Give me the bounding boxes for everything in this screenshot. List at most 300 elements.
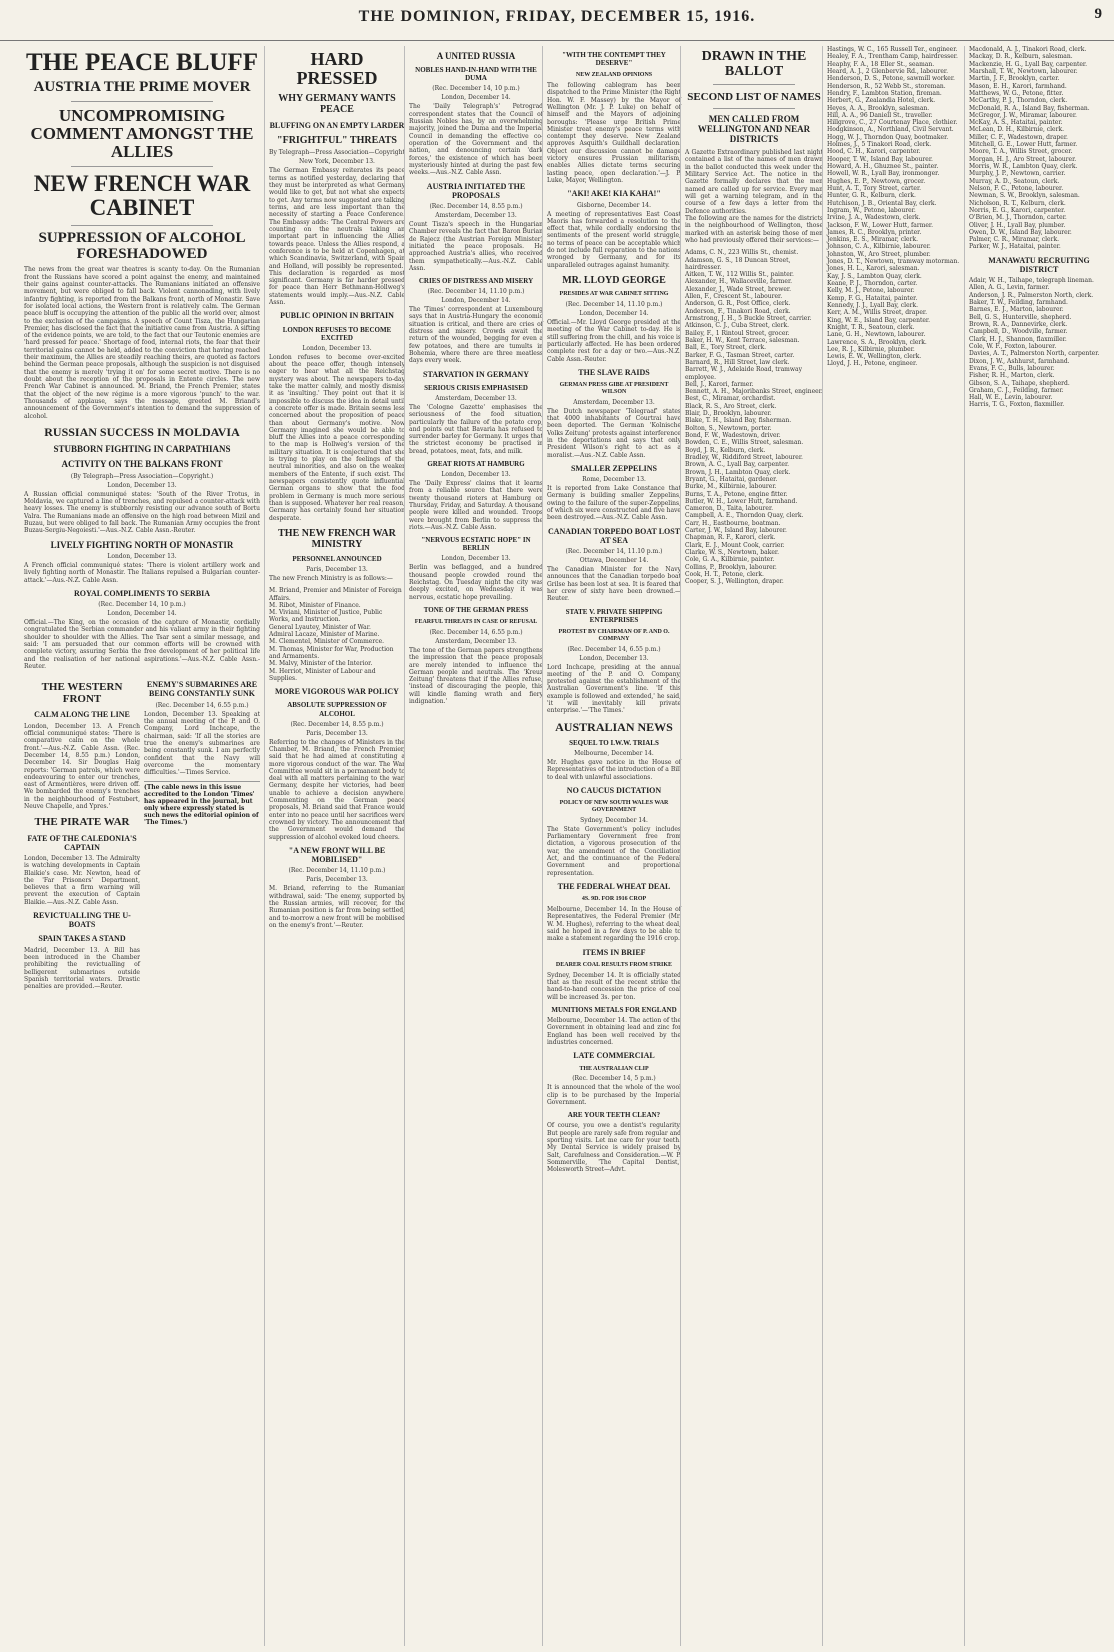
dateline: New York, December 13. — [299, 158, 375, 166]
ballot-name-entry: Lewis, E. W., Wellington, clerk. — [827, 353, 922, 361]
ballot-name-entry: Kemp, F. G., Hataitai, painter. — [827, 294, 918, 302]
ballot-name-entry: Burns, T. A., Petone, engine fitter. — [685, 490, 788, 498]
subhead-uncompromising: UNCOMPROMISING COMMENT AMONGST THE ALLIES — [30, 106, 254, 161]
headline-submarines-sunk: ENEMY'S SUBMARINES ARE BEING CONSTANTLY SUNK — [146, 680, 258, 699]
ballot-name-entry: Bolton, S., Newtown, porter. — [685, 424, 772, 432]
headline-teeth-advert: ARE YOUR TEETH CLEAN? — [567, 1111, 661, 1120]
article-body: Melbourne, December 14. The action of the Government in obtaining lead and zinc for England has been well received by the industries concerned. — [547, 1017, 683, 1046]
dateline: London, December 13. — [107, 552, 177, 560]
page-columns — [24, 46, 1104, 1646]
ballot-name-entry: Allen, A. G., Levin, farmer. — [969, 284, 1050, 292]
ballot-name-entry: Miller, C. F., Wadestown, draper. — [969, 133, 1068, 141]
headline-caucus: NO CAUCUS DICTATION — [566, 785, 662, 795]
article-body: The Canadian Minister for the Navy announces that the Canadian torpedo boat Grilse has been lost at sea. It is feared that her crew of sixty have been drowned.—Reuter. — [547, 566, 683, 603]
subhead-alcohol: ABSOLUTE SUPPRESSION OF ALCOHOL — [287, 701, 387, 718]
ballot-name-entry: Clarke, W. S., Newtown, baker. — [685, 549, 780, 557]
subhead-protest: PROTEST BY CHAIRMAN OF P. AND O. COMPANY — [558, 628, 670, 642]
article-body: Mr. Hughes gave notice in the House of Representatives of the introduction of a Bill to deal with unlawful associations. — [547, 758, 683, 781]
dateline: Gisborne, December 14. — [576, 201, 651, 209]
ballot-name-entry: Atkinson, C. J., Cuba Street, clerk. — [685, 322, 790, 330]
received-line: (Rec. December 14, 11.10 p.m.) — [565, 300, 663, 308]
article-body: A Russian official communiqué states: 'South of the River Trotus, in Moldavia, we captured a line of trenches, and repulsed a counter-attack with heavy losses. The enemy is stubbornly resisting our advance south of Bortu Valra. The Rumanians made an offensive on the high road between Mizil and Buzau, but were obliged to fall back. The Rumanian Army occupies the front Buzau-Sergiu-Negoiesti.'—Aus.-N.Z. Cable Assn.-Reuter. — [24, 490, 262, 535]
headline-hard-pressed: HARD PRESSED — [296, 49, 378, 88]
headline-war-policy: MORE VIGOROUS WAR POLICY — [275, 687, 399, 697]
article-body: The tone of the German papers strengthens the impression that the peace proposals are merely intended to influence the German people and neutrals. The 'Kreuz Zeitung' threatens that if the Allies refuse, 'instead of discouraging the people, this will kindle flaming wrath and fiery indignation.' — [409, 646, 545, 706]
headline-lloyd-george: MR. LLOYD GEORGE — [562, 275, 666, 287]
article-body: Madrid, December 13. A Bill has been introduced in the Chamber prohibiting the revictualling of belligerent submarines outside Spanish territorial waters. Drastic penalties are provided.—Reuter. — [24, 946, 142, 991]
received-line: (Rec. December 14, 10 p.m.) — [432, 85, 520, 93]
ballot-name-entry: Best, C., Miramar, orchardist. — [685, 395, 776, 403]
ballot-name-entry: Carr, H., Eastbourne, boatman. — [685, 519, 781, 527]
ballot-name-entry: Hillgrove, C., 27 Courtenay Place, clothier. — [827, 119, 958, 127]
ballot-name-entry: Butler, W. H., Lower Hutt, farmhand. — [685, 497, 798, 505]
ballot-name-entry: Adams, C. N., 223 Willis St., chemist. — [685, 249, 799, 257]
article-body: The State Government's policy includes Parliamentary Government free from dictation, a vigorous prosecution of the war, the amendment of the Conciliation Act, and the continuance of the Federal Government and proportional representation. — [547, 825, 683, 877]
subhead-empty-larder: BLUFFING ON AN EMPTY LARDER — [269, 120, 405, 130]
ballot-name-entry: Cameron, D., Taita, labourer. — [685, 505, 774, 513]
ballot-name-entry: Graham, C. J., Feilding, farmer. — [969, 386, 1064, 394]
article-body: M. Briand, referring to the Rumanian withdrawal, said: 'The enemy, supported by the Russian armies, will recover, for the Rumanian position is far from being settled, and to-morrow a new front will be mobilised on the enemy's front.'—Reuter. — [269, 885, 407, 929]
ballot-names-list — [827, 46, 965, 368]
headline-united-russia: A UNITED RUSSIA — [436, 51, 516, 61]
headline-munitions: MUNITIONS METALS FOR ENGLAND — [551, 1006, 677, 1015]
ballot-name-entry: Clark, E. J., Mount Cook, carrier. — [685, 541, 785, 549]
credit-line: By Telegraph—Press Association—Copyright — [269, 149, 405, 157]
subhead-iww: SEQUEL TO I.W.W. TRIALS — [569, 738, 659, 747]
article-intro: A Gazette Extraordinary published last night contained a list of the names of men drawn in the ballot conducted this week under the Military Service Act. The notice in the Gazette formally declares that the men named are called up for service. Every man will get a warning telegram, and in the course of a few days a letter from the Defence authorities. The following are the names for the districts in the neighbourhood of Wellington, those marked with an asterisk being those of men who had previously offered their services:— — [685, 149, 823, 244]
ballot-name-entry: McKay, A. S., Hataitai, painter. — [969, 119, 1063, 127]
sub-columns — [24, 675, 260, 995]
ballot-name-entry: Norris, E. G., Karori, carpenter. — [969, 206, 1066, 214]
ballot-name-entry: Nicholson, R. T., Kelburn, clerk. — [969, 199, 1066, 207]
divider — [713, 84, 796, 85]
received-line: (Rec. December 14, 10 p.m.) — [98, 601, 186, 609]
ballot-name-entry: Martin, J. F., Brooklyn, carter. — [969, 75, 1060, 83]
column-peace-bluff — [24, 46, 260, 1646]
dateline: Paris, December 13. — [306, 565, 368, 573]
ballot-name-entry: McDonald, R. A., Island Bay, fisherman. — [969, 104, 1090, 112]
ballot-name-entry: Ball, E., Tory Street, clerk. — [685, 344, 767, 352]
ballot-name-entry: Nelson, F. C., Petone, labourer. — [969, 184, 1064, 192]
ballot-name-entry: McCarthy, P. J., Thorndon, clerk. — [969, 97, 1068, 105]
ballot-name-entry: Anderson, F., Tinakori Road, clerk. — [685, 307, 791, 315]
ballot-name-entry: Palmer, C. R., Miramar, clerk. — [969, 236, 1059, 244]
ballot-name-entry: Hunter, G. R., Kelburn, clerk. — [827, 192, 916, 200]
headline-hamburg-riots: GREAT RIOTS AT HAMBURG — [427, 460, 525, 469]
ballot-name-entry: Hughes, E. P., Newtown, grocer. — [827, 177, 926, 185]
subhead-wilson: GERMAN PRESS GIBE AT PRESIDENT WILSON — [559, 382, 669, 395]
minister-entry: Admiral Lacaze, Minister of Marine. — [269, 631, 380, 639]
ballot-name-entry: Bell, G. S., Hunterville, shepherd. — [969, 313, 1072, 321]
ballot-name-entry: Holmes, J., 5 Tinakori Road, clerk. — [827, 141, 932, 149]
ballot-name-entry: Carter, J. W., Island Bay, labourer. — [685, 527, 787, 535]
ballot-name-entry: Adair, W. H., Taihape, telegraph lineman. — [969, 277, 1094, 285]
headline-torpedo-boat: CANADIAN TORPEDO BOAT LOST AT SEA — [547, 526, 681, 545]
dateline: London, December 14. — [441, 94, 511, 102]
article-body: The 'Daily Telegraph's' Petrograd correspondent states that the Council of Russian Nobles has, by an overwhelming majority, joined the Duma and the Imperial Council in demanding the effective co-operation of the Government and the nation, and denouncing certain 'dark forces,' the existence of which has been mysteriously hinted at during the past few weeks.—Aus.-N.Z. Cable Assn. — [409, 103, 545, 177]
ballot-name-entry: Hutchison, J. B., Oriental Bay, clerk. — [827, 199, 937, 207]
ballot-name-entry: Boyd, J. R., Kelburn, clerk. — [685, 446, 766, 454]
headline-german-press: TONE OF THE GERMAN PRESS — [423, 605, 529, 614]
ballot-name-entry: James, R. C., Brooklyn, printer. — [827, 228, 922, 236]
column-ballot-names-manawatu — [964, 46, 1109, 1646]
ballot-name-entry: Barker, F. G., Tasman Street, carter. — [685, 351, 795, 359]
sub-column-left — [24, 675, 140, 995]
dateline: London, December 13. — [441, 555, 511, 563]
ballot-name-entry: Cole, W. F., Foxton, labourer. — [969, 342, 1057, 350]
column-ballot-names — [822, 46, 965, 1646]
article-body: Official.—Mr. Lloyd George presided at the meeting of the War Cabinet to-day. He is still suffering from the chill, and his voice is particularly affected. He has been ordered complete rest for a day or two.—Aus.-N.Z. Cable Assn.-Reuter. — [547, 318, 683, 363]
headline-drawn-ballot: DRAWN IN THE BALLOT — [701, 49, 807, 79]
headline-cries-distress: CRIES OF DISTRESS AND MISERY — [418, 277, 534, 286]
ballot-name-entry: Bowden, C. E., Willis Street, salesman. — [685, 439, 804, 447]
ballot-name-entry: Blake, T. H., Island Bay, fisherman. — [685, 417, 792, 425]
ballot-name-entry: Morris, W. R., Lambton Quay, clerk. — [969, 163, 1078, 170]
ballot-name-entry: Ingram, W., Petone, labourer. — [827, 206, 916, 214]
subhead-austria: AUSTRIA THE PRIME MOVER — [33, 79, 251, 96]
headline-australian-news: AUSTRALIAN NEWS — [555, 719, 673, 734]
ballot-name-entry: Bond, F. W., Wadestown, driver. — [685, 432, 781, 440]
ballot-name-entry: Bryant, G., Hataitai, gardener. — [685, 475, 778, 483]
ballot-name-entry: McLean, D. H., Kilbirnie, clerk. — [969, 126, 1064, 134]
ballot-name-entry: Hall, W. E., Levin, labourer. — [969, 394, 1053, 402]
headline-public-opinion: PUBLIC OPINION IN BRITAIN — [280, 311, 394, 321]
subhead-caledonia: FATE OF THE CALEDONIA'S CAPTAIN — [27, 833, 137, 852]
ballot-name-entry: Henderson, R., 52 Webb St., storeman. — [827, 82, 946, 90]
headline-austria-initiated: AUSTRIA INITIATED THE PROPOSALS — [426, 181, 526, 200]
ballot-name-entry: Macdonald, A. J., Tinakori Road, clerk. — [969, 46, 1087, 53]
ballot-name-entry: Chapman, R. F., Karori, clerk. — [685, 534, 776, 542]
dateline: London, December 13. — [579, 654, 649, 662]
subhead-threats: FEARFUL THREATS IN CASE OF REFUSAL — [414, 619, 538, 626]
credit-line: (By Telegraph—Press Association—Copyright.) — [70, 472, 214, 480]
page-number: 9 — [1094, 6, 1102, 22]
divider — [71, 101, 213, 102]
ballot-name-entry: Campbell, D., Woodville, farmer. — [969, 328, 1068, 336]
article-body: Sydney, December 14. It is officially stated that as the result of the recent strike the hand-to-hand concession the price of coal will be increased 3s. per ton. — [547, 971, 683, 1001]
headline-manawatu: MANAWATU RECRUITING DISTRICT — [988, 255, 1090, 274]
ballot-name-entry: Barrett, W. J., Adelaide Road, tramway employee. — [685, 366, 802, 381]
dateline: London, December 13. — [302, 344, 372, 352]
subhead-carpathians: STUBBORN FIGHTING IN CARPATHIANS — [53, 444, 231, 455]
article-intro: The news from the great war theatres is scanty to-day. On the Rumanian front the Russians have scored a point against the enemy, and maintained their gains against counter-attacks. The Rumanians initiated an offensive movement, but were obliged to fall back. Violent cannonading, with lively infantry fighting, is reported from the Balkans front, north of Monastir. Save for isolated local actions, the Western front is relatively calm. The German peace bluff is occupying the attention of the public all the world over, almost to the exclusion of the campaigns. A speech of Count Tisza, the Hungarian Premier, has disclosed the fact that the initiative came from Austria. A sifting of the evidence points, we are told, to the fact that our Teutonic enemies are 'hard pressed for peace.' Shortage of food, internal riots, the fear that their territorial gains cannot be held, added to the conviction that having reached their maximum, the Allies are steadily reaching theirs, are quoted as factors behind the German peace proposals, although the suspicion is not disguised that the enemy is merely 'trying it on' for some secret motive. There is no doubt about the reception of the proposals in Entente circles. The new French War Cabinet is announced. M. Briand, the French Premier, states that the object of the new régime is a more vigorous 'punch' to the war. Thousands of applause, says the message, greeted M. Briand's announcement of the Government's intention to demand the suppression of alcohol. — [24, 266, 262, 420]
ballot-name-entry: Barnard, R., Hill Street, law clerk. — [685, 358, 790, 366]
minister-list — [269, 587, 405, 682]
subhead-clip: THE AUSTRALIAN CLIP — [579, 1065, 649, 1072]
received-line: (Rec. December 14, 5 p.m.) — [572, 1075, 656, 1083]
subhead-second-list: SECOND LIST OF NAMES — [687, 91, 821, 104]
subhead-presides: PRESIDES AT WAR CABINET SITTING — [559, 291, 669, 298]
article-body: Count Tisza's speech in the Hungarian Chamber reveals the fact that Baron Burian de Rajecz (the Austrian Foreign Minister) initiated the peace proposals. He approached Austria's allies, who received them sympathetically.—Aus.-N.Z. Cable Assn. — [409, 220, 545, 272]
ballot-name-entry: Herbert, G., Zealandia Hotel, clerk. — [827, 97, 936, 105]
ballot-name-entry: Armstrong, J. H., 5 Buckle Street, carrier. — [685, 315, 812, 323]
ballot-name-entry: Kennedy, J. J., Lyall Bay, clerk. — [827, 301, 919, 309]
ballot-name-entry: Bradley, W., Riddiford Street, labourer. — [685, 453, 803, 461]
ballot-name-entry: Bailey, F., 1 Rintoul Street, grocer. — [685, 329, 790, 337]
ballot-name-entry: Barnes, E. J., Marton, labourer. — [969, 306, 1064, 314]
ballot-name-entry: Knight, T. R., Seatoun, clerk. — [827, 323, 915, 331]
dateline: London, December 14. — [107, 610, 177, 618]
minister-entry: M. Viviani, Minister of Justice, Public Works, and Instruction. — [269, 609, 383, 624]
ballot-name-entry: Murray, A. D., Seatoun, clerk. — [969, 177, 1060, 185]
ballot-name-entry: Lloyd, J. H., Petone, engineer. — [827, 360, 918, 368]
masthead — [0, 0, 1114, 41]
article-body: London, December 13. Speaking at the annual meeting of the P. and O. Company, Lord Inchcape, the chairman, said: 'If all the stories are true the enemy's submarines are being constantly sunk. I am perfectly confident that the Navy will overcome the momentary difficulties.'—Times Service. — [144, 710, 262, 777]
ballot-name-entry: Lane, G. H., Newtown, labourer. — [827, 331, 926, 339]
received-line: (Rec. December 14, 8.55 p.m.) — [429, 202, 523, 210]
ballot-name-entry: Adamson, G. S., 18 Duncan Street, hairdresser. — [685, 256, 791, 271]
ballot-name-entry: Jenkins, E. S., Miramar, clerk. — [827, 236, 918, 244]
subhead-wheat-price: 4S. 9D. FOR 1916 CROP — [581, 896, 647, 903]
ballot-name-entry: Moore, T. A., Willis Street, grocer. — [969, 148, 1073, 156]
ballot-name-entry: O'Brien, M. J., Thorndon, carter. — [969, 214, 1067, 222]
article-body: The following cablegram has been dispatched to the Prime Minister (the Right Hon. W. F. Massey) by the Mayor of Wellington (Mr. J. P. Luke) on behalf of himself and the Mayors of adjoining boroughs: 'Please urge British Prime Minister treat enemy's peace terms with contempt they deserve. New Zealand approves Asquith's Guildhall declaration. Object our discussion cannot be damage victory ensures Prussian militarism, enables Allies dictate terms securing lasting peace, open declaration.'—J. P. Luke, Mayor, Wellington. — [547, 81, 683, 185]
ballot-name-entry: Owen, D. W., Island Bay, labourer. — [969, 228, 1072, 236]
dateline: London, December 14. — [579, 309, 649, 317]
ballot-name-entry: McGregor, J. W., Miramar, labourer. — [969, 111, 1077, 119]
headline-state-shipping: STATE V. PRIVATE SHIPPING ENTERPRISES — [565, 607, 663, 624]
ballot-name-entry: Anderson, J. R., Palmerston North, clerk. — [969, 291, 1094, 299]
dateline: Paris, December 13. — [306, 729, 368, 737]
ballot-name-entry: Mackay, D. R., Kelburn, salesman. — [969, 53, 1073, 61]
ballot-name-entry: Fisher, R. H., Marton, clerk. — [969, 372, 1055, 380]
dateline: Melbourne, December 14. — [574, 749, 654, 757]
ballot-name-entry: Cook, H. T., Petone, clerk. — [685, 570, 764, 578]
dateline: Paris, December 13. — [306, 876, 368, 884]
minister-entry: M. Malvy, Minister of the Interior. — [269, 660, 373, 668]
editorial-note: (The cable news in this issue accredited to the London 'Times' has appeared in the journal, but only where expressly stated is such news the editorial opinion of 'The Times.') — [144, 781, 260, 826]
subhead-men-called: MEN CALLED FROM WELLINGTON AND NEAR DISTRICTS — [697, 114, 811, 145]
ballot-name-entry: Baker, T. W., Feilding, farmhand. — [969, 299, 1068, 307]
sub-column-right — [144, 675, 260, 995]
subhead-coal: DEARER COAL RESULTS FROM STRIKE — [555, 961, 673, 968]
ballot-name-entry: Cooper, S. J., Wellington, draper. — [685, 578, 784, 586]
received-line: (Rec. December 14, 6.55 p.m.) — [567, 645, 661, 653]
subhead-spain: SPAIN TAKES A STAND — [38, 934, 126, 944]
article-body: A meeting of representatives East Coast Maoris has forwarded a resolution to the effect that, while cordially endorsing the sentiments of the present world struggle, no terms of peace can be acceptable which do not include full reparation to the nations wronged by Germany, and for its unparalleled outrages against humanity. — [547, 210, 683, 269]
divider — [713, 108, 796, 109]
article-body: Berlin was beflagged, and a hundred thousand people crowded round the Reichstag. On Tuesday night the city was deeply excited, on Wednesday it was nervous, ecstatic hope prevailing. — [409, 564, 545, 601]
received-line: (Rec. December 14, 11.10 p.m.) — [565, 548, 663, 556]
ballot-name-entry: Hood, C. H., Karori, carpenter. — [827, 148, 921, 156]
ballot-name-entry: Parker, W. J., Hataitai, painter. — [969, 243, 1061, 251]
article-body: A French official communiqué states: 'There is violent artillery work and lively fighting north of Monastir. The Italians repulsed a Bulgarian counter-attack.'—Aus.-N.Z. Cable Assn. — [24, 561, 262, 584]
ballot-name-entry: Morgan, H. J., Aro Street, labourer. — [969, 155, 1077, 163]
divider — [71, 225, 213, 226]
ballot-name-entry: Aitken, T. W., 112 Willis St., painter. — [685, 271, 794, 279]
ballot-name-entry: Bennett, A. H., Majoribanks Street, engineer. — [685, 388, 823, 396]
ballot-name-entry: Mackenzie, H. G., Lyall Bay, carpenter. — [969, 60, 1088, 68]
dateline: Amsterdam, December 13. — [435, 637, 517, 645]
dateline: Amsterdam, December 13. — [435, 394, 517, 402]
ballot-name-entry: Kay, J. S., Lambton Quay, clerk. — [827, 272, 922, 280]
received-line: (Rec. December 14, 8.55 p.m.) — [290, 720, 384, 728]
ballot-name-entry: Hunt, A. T., Tory Street, carter. — [827, 184, 922, 192]
received-line: (Rec. December 14, 11.10 p.m.) — [427, 288, 525, 296]
ballot-name-entry: Brown, A. C., Lyall Bay, carpenter. — [685, 461, 790, 469]
dateline: Amsterdam, December 13. — [435, 211, 517, 219]
article-body: The new French Ministry is as follows:— — [269, 574, 393, 582]
headline-russian-success: RUSSIAN SUCCESS IN MOLDAVIA — [44, 424, 240, 439]
dateline: Amsterdam, December 13. — [573, 398, 655, 406]
article-body: Melbourne, December 14. In the House of Representatives, the Federal Premier (Mr. W. M. Hughes), referring to the wheat deal, said he hoped in a few days to be able to make a statement regarding the 1916 crop. — [547, 906, 683, 943]
ballot-names-list — [969, 46, 1109, 251]
dateline: London, December 14. — [441, 297, 511, 305]
ballot-name-entry: Mason, E. H., Karori, farmhand. — [969, 82, 1067, 90]
ballot-name-entry: Hastings, W. C., 165 Russell Ter., engineer. — [827, 46, 958, 53]
ballot-name-entry: Newman, S. W., Brooklyn, salesman. — [969, 192, 1080, 200]
ballot-name-entry: Evans, F. C., Bulls, labourer. — [969, 364, 1055, 372]
dateline: Ottawa, December 14. — [579, 557, 649, 565]
ballot-name-entry: Irvine, J. A., Wadestown, clerk. — [827, 214, 921, 222]
minister-entry: M. Briand, Premier and Minister of Foreign Affairs. — [269, 587, 402, 602]
ballot-name-entry: Collins, P., Brooklyn, labourer. — [685, 563, 777, 571]
article-body: Referring to the changes of Ministers in the Chamber, M. Briand, the French Premier, said that he had aimed at constituting a more vigorous conduct of the war. The War Committee would sit in a permanent body to deal with all matters pertaining to the war. Germany, despite her victories, had been unable to achieve a decision anywhere. Commenting on the German peace proposals, M. Briand said that France would enter into no peace until her sacrifices were crowned by victory. The announcement that the Government would demand the suppression of alcohol evoked loud cheers. — [269, 738, 407, 841]
column-hard-pressed — [264, 46, 405, 1646]
ballot-name-entry: Jones, H. L., Karori, salesman. — [827, 265, 920, 273]
ballot-name-entry: Johnston, W., Aro Street, plumber. — [827, 250, 931, 258]
ballot-name-entry: Bell, J., Karori, farmer. — [685, 380, 754, 388]
headline-western-front: THE WESTERN FRONT — [41, 681, 123, 706]
article-body: London refuses to become over-excited about the peace offer, though intensely eager to hear what all the Reichstag mystery was about. The newspapers to-day take the matter calmly, and mostly dismiss it as 'insulting.' They point out that it is impossible to discuss the idea in detail until a concrete offer is made. Britain seems less concerned about the proposition of peace than about Germany's motive. Now Germany imagined she would be able to bluff the Allies into a peace corresponding to the map is Hollweg's version of the military situation. It is conjectured that she is trying to play on the feelings of the neutral minorities, and also on the weaker members of the Entente, if such exist. The newspapers consistently quote influential German organs to show that the food problem in Germany is much more serious than is supposed. Whatever her real reason, Germany has certainly found her situation desperate. — [269, 353, 407, 522]
article-body: The Dutch newspaper 'Telegraaf' states that 4000 inhabitants of Courtrai have been deported. The German 'Kolnische Volks Zeitung' protests against interference in the deportations and says that only President Wilson's right to act as a moralist.—Aus.-N.Z. Cable Assn. — [547, 407, 683, 459]
article-body: The 'Times' correspondent at Luxembourg says that in Austria-Hungary the economic situation is critical, and there are cries of distress and misery. Crowds await the return of the wounded, begging for even a few potatoes, and there are tumults in Bohemia, where there are three meatless days every week. — [409, 306, 545, 365]
article-body: Lord Inchcape, presiding at the annual meeting of the P. and O. Company, protested against the establishment of the Australian Government's line. 'If this example is followed and extended,' he said, 'it will inevitably kill private enterprise.'—'The Times.' — [547, 663, 683, 715]
subhead-london-refuses: LONDON REFUSES TO BECOME EXCITED — [282, 325, 392, 342]
ballot-name-entry: Jones, D. T., Newtown, tramway motorman. — [827, 258, 960, 266]
dateline: Sydney, December 14. — [580, 816, 648, 824]
ballot-name-entry: Black, R. S., Aro Street, clerk. — [685, 402, 777, 410]
ballot-name-entry: Howard, A. H., Ghuznee St., painter. — [827, 163, 939, 170]
column-united-russia — [404, 46, 543, 1646]
article-body: It is announced that the whole of the wool clip is to be purchased by the Imperial Government. — [547, 1084, 683, 1107]
ballot-name-entry: Hendry, F., Lambton Station, fireman. — [827, 89, 942, 97]
dateline: Rome, December 13. — [582, 476, 646, 484]
ballot-name-entry: Anderson, G. R., Post Office, clerk. — [685, 300, 791, 308]
ballot-name-entry: Dixon, J. W., Ashhurst, farmhand. — [969, 357, 1070, 365]
headline-french-ministry: THE NEW FRENCH WAR MINISTRY — [278, 527, 396, 550]
ballot-name-entry: Brown, J. H., Lambton Quay, clerk. — [685, 468, 791, 476]
headline-slave-raids: THE SLAVE RAIDS — [578, 367, 650, 377]
subhead-nz-opinions: NEW ZEALAND OPINIONS — [575, 72, 653, 79]
ballot-names-list — [685, 249, 823, 585]
ballot-name-entry: King, W. E., Island Bay, carpenter. — [827, 316, 931, 324]
ballot-name-entry: Gibson, S. A., Taihape, shepherd. — [969, 379, 1070, 387]
ballot-name-entry: Allen, F., Crescent St., labourer. — [685, 293, 783, 301]
ballot-name-entry: Keane, P. J., Thorndon, carter. — [827, 280, 918, 287]
ballot-name-entry: Alexander, J., Wade Street, brewer. — [685, 285, 792, 293]
divider — [71, 166, 213, 167]
subhead-calm: CALM ALONG THE LINE — [34, 710, 130, 720]
ballot-name-entry: Baker, H. W., Kent Terrace, salesman. — [685, 336, 800, 344]
advert-body: Of course, you owe a dentist's regularity. But people are rarely safe from regular and sporting visits. Let me care for your teeth. My Dental Service is widely praised by Salt, Carefulness and Consideration.—W. P. Sommerville, 'The Capital Dentist,' Molesworth Street—Advt. — [547, 1122, 683, 1174]
ballot-name-entry: Healey, F. A., Trentham Camp, hairdresser. — [827, 53, 958, 61]
column-nz-opinions — [542, 46, 681, 1646]
minister-entry: M. Clementel, Minister of Commerce. — [269, 638, 385, 646]
column-ballot — [680, 46, 823, 1646]
ballot-name-entry: Marshall, T. W., Newtown, labourer. — [969, 67, 1078, 75]
minister-entry: M. Ribot, Minister of Finance. — [269, 601, 361, 609]
ballot-name-entry: Campbell, A. E., Thorndon Quay, clerk. — [685, 512, 804, 520]
subhead-nsw-policy: POLICY OF NEW SOUTH WALES WAR GOVERNMENT — [559, 800, 669, 813]
ballot-name-entry: Hodgkinson, A., Northland, Civil Servant. — [827, 126, 954, 134]
article-body: The 'Cologne Gazette' emphasises the seriousness of the food situation, particularly the failure of the potato crop, and points out that Bavaria has refused to surrender barley for Germany. It urges that the strictest economy be practised in bread, potatoes, meat, fats, and milk. — [409, 403, 545, 455]
headline-u-boats: REVICTUALLING THE U-BOATS — [33, 911, 131, 930]
ballot-name-entry: Clark, H. J., Shannon, flaxmiller. — [969, 335, 1067, 343]
newspaper-masthead-title: THE DOMINION, FRIDAY, DECEMBER 15, 1916. — [358, 8, 756, 25]
ballot-name-entry: Heaphy, F. A., 18 Eller St., seaman. — [827, 60, 935, 68]
ballot-name-entry: Brown, R. A., Dannevirke, clerk. — [969, 321, 1068, 328]
headline-contempt: "WITH THE CONTEMPT THEY DESERVE" — [562, 51, 666, 68]
dateline: London, December 13. — [441, 471, 511, 479]
ballot-name-entry: Kerr, A. M., Willis Street, draper. — [827, 309, 928, 317]
ballot-name-entry: Matthews, W. G., Petone, fitter. — [969, 89, 1064, 97]
subhead-new-french-cabinet: NEW FRENCH WAR CABINET — [33, 170, 251, 220]
ballot-name-entry: Hill, A. A., 96 Daniell St., traveller. — [827, 111, 933, 119]
ballot-name-entry: Murphy, J. P., Newtown, carrier. — [969, 170, 1066, 178]
ballot-name-entry: Johnson, C. A., Kilbirnie, labourer. — [827, 243, 931, 251]
manawatu-names-list — [969, 277, 1109, 409]
subhead-personnel: PERSONNEL ANNOUNCED — [292, 554, 382, 563]
ballot-name-entry: Heyes, A. A., Brooklyn, salesman. — [827, 104, 930, 112]
subhead-nobles: NOBLES HAND-IN-HAND WITH THE DUMA — [415, 66, 537, 83]
headline-pirate-war: THE PIRATE WAR — [34, 816, 130, 829]
minister-entry: General Lyautey, Minister of War. — [269, 623, 371, 631]
ballot-name-entry: Cole, G. A., Kilbirnie, painter. — [685, 556, 775, 564]
ballot-name-entry: Lee, R. J., Kilbirnie, plumber. — [827, 345, 915, 353]
article-body: The German Embassy reiterates its peace terms as notified yesterday, declaring that they must be interpreted as what Germany would like to get, but not what she expects to get. Any terms now suggested are talking terms, and are less important than the necessity of starting a Peace Conference. The Embassy adds: 'The Central Powers are counting on the neutrals taking an important part in influencing the Allies towards peace. Unless the Allies respond, a conference is to be held at Copenhagen, at which Scandinavia, Switzerland, with Spain and Holland, will possibly be represented.' This declaration is regarded as most significant. Germany is far harder pressed for peace than Herr Bethmann-Hollweg's statements would imply.—Aus.-N.Z. Cable Assn. — [269, 167, 407, 307]
ballot-name-entry: Oliver, J. H., Lyall Bay, plumber. — [969, 221, 1066, 229]
received-line: (Rec. December 14, 11.10 p.m.) — [288, 867, 386, 875]
ballot-name-entry: Heard, A. J., 2 Glenbervie Rd., labourer. — [827, 67, 948, 75]
ballot-name-entry: Howell, W. R., Lyall Bay, ironmonger. — [827, 170, 940, 178]
headline-monastir: LIVELY FIGHTING NORTH OF MONASTIR — [50, 539, 234, 550]
article-body: London, December 13. The Admiralty is watching developments in Captain Blaikie's case. Mr. Newton, head of the 'Far Prisoners' Department, believes that a firm warning will prevent the execution of Captain Blaikie.—Aus.-N.Z. Cable Assn. — [24, 854, 142, 906]
headline-peace-bluff: THE PEACE BLUFF — [26, 49, 258, 76]
ballot-name-entry: Davies, A. T., Palmerston North, carpenter. — [969, 350, 1100, 358]
article-body: London, December 13. A French official communiqué states: 'There is comparative calm on the whole front.'—Aus.-N.Z. Cable Assn. (Rec. December 14, 8.55 p.m.) London, December 14. Sir Douglas Haig reports: 'German patrols, which were endeavouring to enter our trenches, east of Armentières, were driven off. We bombarded the enemy's trenches in the neighbourhood of Festubert, Neuve Chapelle, and Ypres.' — [24, 722, 142, 811]
ballot-name-entry: Burke, M., Kilbirnie, labourer. — [685, 483, 777, 491]
ballot-name-entry: Hogg, W. J., Thorndon Quay, bootmaker. — [827, 133, 949, 141]
subhead-balkans: ACTIVITY ON THE BALKANS FRONT — [61, 459, 223, 470]
ballot-name-entry: Mitchell, G. E., Lower Hutt, farmer. — [969, 141, 1078, 149]
subhead-suppression-alcohol: SUPPRESSION OF ALCOHOL FORESHADOWED — [38, 229, 246, 262]
headline-new-front: "A NEW FRONT WILL BE MOBILISED" — [288, 845, 386, 865]
minister-entry: M. Thomas, Minister for War, Production and Armaments. — [269, 645, 394, 661]
headline-items-brief: ITEMS IN BRIEF — [582, 947, 646, 957]
subhead-serious-crisis: SERIOUS CRISIS EMPHASISED — [424, 383, 528, 392]
ballot-name-entry: Blair, D., Brooklyn, labourer. — [685, 410, 772, 418]
ballot-name-entry: Kelly, M. J., Petone, labourer. — [827, 287, 915, 295]
dateline: London, December 13. — [107, 481, 177, 489]
ballot-name-entry: Harris, T. G., Foxton, flaxmiller. — [969, 401, 1065, 409]
received-line: (Rec. December 14, 6.55 p.m.) — [155, 701, 249, 709]
ballot-name-entry: Alexander, H., Wallaceville, farmer. — [685, 278, 793, 286]
ballot-name-entry: Henderson, D. S., Petone, sawmill worker. — [827, 75, 955, 83]
headline-starvation: STARVATION IN GERMANY — [423, 369, 529, 379]
headline-late-commercial: LATE COMMERCIAL — [573, 1051, 655, 1061]
subhead-frightful: "FRIGHTFUL" THREATS — [277, 134, 397, 146]
headline-kia-kaha: "AKI! AKE! KIA KAHA!" — [567, 189, 661, 199]
minister-entry: M. Herriot, Minister of Labour and Supplies. — [269, 667, 376, 682]
headline-zeppelins: SMALLER ZEPPELINS — [570, 463, 658, 473]
ballot-name-entry: Lawrence, S. A., Brooklyn, clerk. — [827, 338, 927, 346]
article-body: It is reported from Lake Constance that Germany is building smaller Zeppelins, owing to the failure of the super-Zeppelins, of which six were constructed and five have been destroyed.—Aus.-N.Z. Cable Assn. — [547, 485, 683, 522]
ballot-name-entry: Jackson, F. W., Lower Hutt, farmer. — [827, 221, 934, 229]
headline-berlin-hope: "NERVOUS ECSTATIC HOPE" IN BERLIN — [421, 536, 531, 553]
received-line: (Rec. December 14, 6.55 p.m.) — [429, 628, 523, 636]
headline-wheat-deal: THE FEDERAL WHEAT DEAL — [557, 882, 671, 892]
